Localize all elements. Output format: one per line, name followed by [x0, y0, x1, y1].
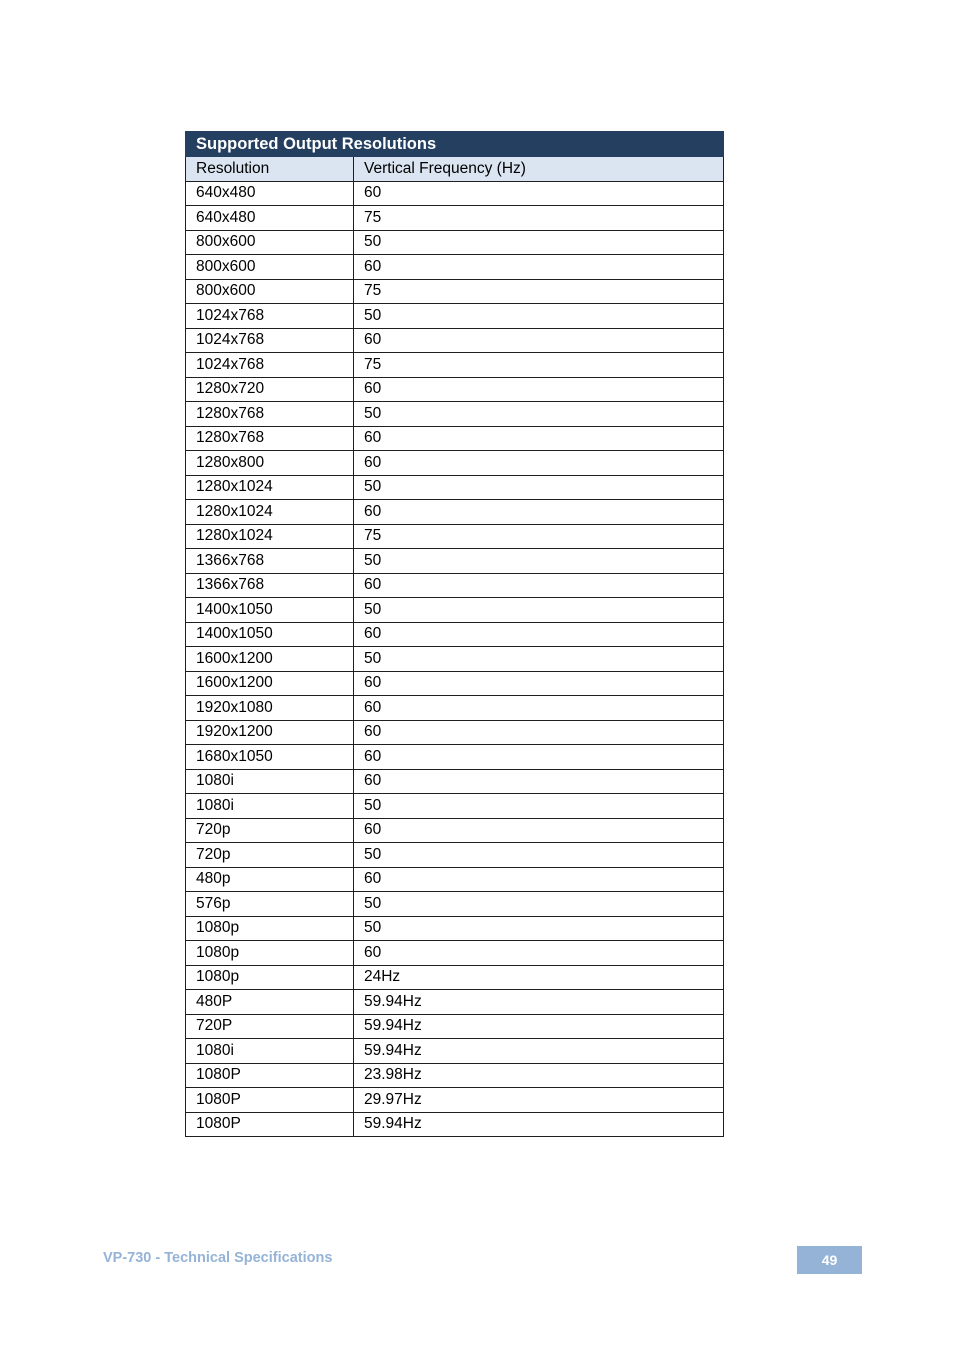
table-body [186, 181, 724, 1137]
table-row [186, 1039, 724, 1064]
table-row [186, 451, 724, 476]
frequency-cell: 59.94Hz [354, 1039, 724, 1064]
frequency-cell: 75 [354, 206, 724, 231]
frequency-cell: 59.94Hz [354, 1014, 724, 1039]
resolution-cell: 640x480 [186, 206, 354, 231]
frequency-cell: 50 [354, 598, 724, 623]
table-row [186, 892, 724, 917]
frequency-cell: 60 [354, 426, 724, 451]
frequency-cell: 75 [354, 524, 724, 549]
resolution-cell: 1280x768 [186, 426, 354, 451]
table-row [186, 181, 724, 206]
table-row [186, 696, 724, 721]
table-row [186, 1063, 724, 1088]
table-row [186, 206, 724, 231]
frequency-cell: 50 [354, 549, 724, 574]
resolution-cell: 480p [186, 867, 354, 892]
resolution-cell: 1080i [186, 769, 354, 794]
frequency-cell: 60 [354, 622, 724, 647]
frequency-cell: 50 [354, 230, 724, 255]
resolution-cell: 640x480 [186, 181, 354, 206]
resolution-cell: 1280x800 [186, 451, 354, 476]
resolution-cell: 1024x768 [186, 353, 354, 378]
resolution-cell: 1080P [186, 1112, 354, 1137]
frequency-cell: 60 [354, 745, 724, 770]
column-header-vertical-frequency: Vertical Frequency (Hz) [354, 157, 724, 182]
frequency-cell: 50 [354, 304, 724, 329]
table-row [186, 426, 724, 451]
table-row [186, 573, 724, 598]
frequency-cell: 75 [354, 353, 724, 378]
resolution-cell: 1366x768 [186, 573, 354, 598]
resolution-cell: 720P [186, 1014, 354, 1039]
table-row [186, 990, 724, 1015]
table-row [186, 598, 724, 623]
resolution-cell: 1400x1050 [186, 598, 354, 623]
resolution-cell: 1080p [186, 916, 354, 941]
resolution-cell: 800x600 [186, 279, 354, 304]
resolution-cell: 720p [186, 843, 354, 868]
table-title: Supported Output Resolutions [186, 132, 724, 157]
table-row [186, 794, 724, 819]
table-row [186, 279, 724, 304]
table-row [186, 353, 724, 378]
table-row [186, 941, 724, 966]
frequency-cell: 60 [354, 671, 724, 696]
footer-document-title: VP-730 - Technical Specifications [103, 1250, 333, 1266]
table-row [186, 475, 724, 500]
table-row [186, 255, 724, 280]
resolution-cell: 1680x1050 [186, 745, 354, 770]
table-row [186, 647, 724, 672]
table-row [186, 304, 724, 329]
table-row [186, 916, 724, 941]
frequency-cell: 60 [354, 328, 724, 353]
frequency-cell: 50 [354, 794, 724, 819]
resolution-cell: 1280x768 [186, 402, 354, 427]
frequency-cell: 59.94Hz [354, 990, 724, 1015]
resolution-cell: 1920x1080 [186, 696, 354, 721]
resolution-cell: 1400x1050 [186, 622, 354, 647]
resolution-cell: 1080p [186, 965, 354, 990]
resolution-cell: 800x600 [186, 255, 354, 280]
resolution-cell: 800x600 [186, 230, 354, 255]
frequency-cell: 60 [354, 500, 724, 525]
resolution-cell: 1920x1200 [186, 720, 354, 745]
table-row [186, 402, 724, 427]
table-row [186, 230, 724, 255]
table-row [186, 843, 724, 868]
resolution-cell: 1280x1024 [186, 524, 354, 549]
table-row [186, 622, 724, 647]
column-header-resolution: Resolution [186, 157, 354, 182]
table-row [186, 745, 724, 770]
frequency-cell: 60 [354, 181, 724, 206]
table-row [186, 769, 724, 794]
resolution-cell: 1600x1200 [186, 647, 354, 672]
resolution-cell: 1080i [186, 1039, 354, 1064]
frequency-cell: 59.94Hz [354, 1112, 724, 1137]
resolution-cell: 1080P [186, 1088, 354, 1113]
resolution-cell: 1600x1200 [186, 671, 354, 696]
table-title-row [186, 132, 724, 157]
table-header-row [186, 157, 724, 182]
resolution-cell: 1024x768 [186, 304, 354, 329]
table-row [186, 500, 724, 525]
frequency-cell: 23.98Hz [354, 1063, 724, 1088]
resolution-cell: 1024x768 [186, 328, 354, 353]
resolution-cell: 576p [186, 892, 354, 917]
resolution-cell: 1366x768 [186, 549, 354, 574]
table-row [186, 1088, 724, 1113]
table-row [186, 549, 724, 574]
resolution-cell: 720p [186, 818, 354, 843]
table-row [186, 818, 724, 843]
table-row [186, 524, 724, 549]
resolution-cell: 1080p [186, 941, 354, 966]
frequency-cell: 60 [354, 377, 724, 402]
table-row [186, 720, 724, 745]
table-row [186, 1014, 724, 1039]
table-row [186, 671, 724, 696]
table-row [186, 328, 724, 353]
resolution-cell: 1280x1024 [186, 475, 354, 500]
frequency-cell: 50 [354, 475, 724, 500]
resolution-cell: 1280x1024 [186, 500, 354, 525]
table-row [186, 377, 724, 402]
frequency-cell: 50 [354, 916, 724, 941]
resolution-cell: 1280x720 [186, 377, 354, 402]
resolution-cell: 1080i [186, 794, 354, 819]
frequency-cell: 60 [354, 867, 724, 892]
frequency-cell: 75 [354, 279, 724, 304]
frequency-cell: 50 [354, 843, 724, 868]
frequency-cell: 60 [354, 720, 724, 745]
page-number-badge: 49 [797, 1246, 862, 1274]
table-row [186, 867, 724, 892]
frequency-cell: 60 [354, 941, 724, 966]
frequency-cell: 24Hz [354, 965, 724, 990]
resolution-cell: 1080P [186, 1063, 354, 1088]
table-row [186, 1112, 724, 1137]
frequency-cell: 50 [354, 892, 724, 917]
resolution-cell: 480P [186, 990, 354, 1015]
supported-output-resolutions-table [185, 131, 724, 1137]
frequency-cell: 29.97Hz [354, 1088, 724, 1113]
frequency-cell: 50 [354, 402, 724, 427]
table-row [186, 965, 724, 990]
frequency-cell: 50 [354, 647, 724, 672]
frequency-cell: 60 [354, 451, 724, 476]
frequency-cell: 60 [354, 573, 724, 598]
frequency-cell: 60 [354, 255, 724, 280]
frequency-cell: 60 [354, 818, 724, 843]
frequency-cell: 60 [354, 769, 724, 794]
frequency-cell: 60 [354, 696, 724, 721]
